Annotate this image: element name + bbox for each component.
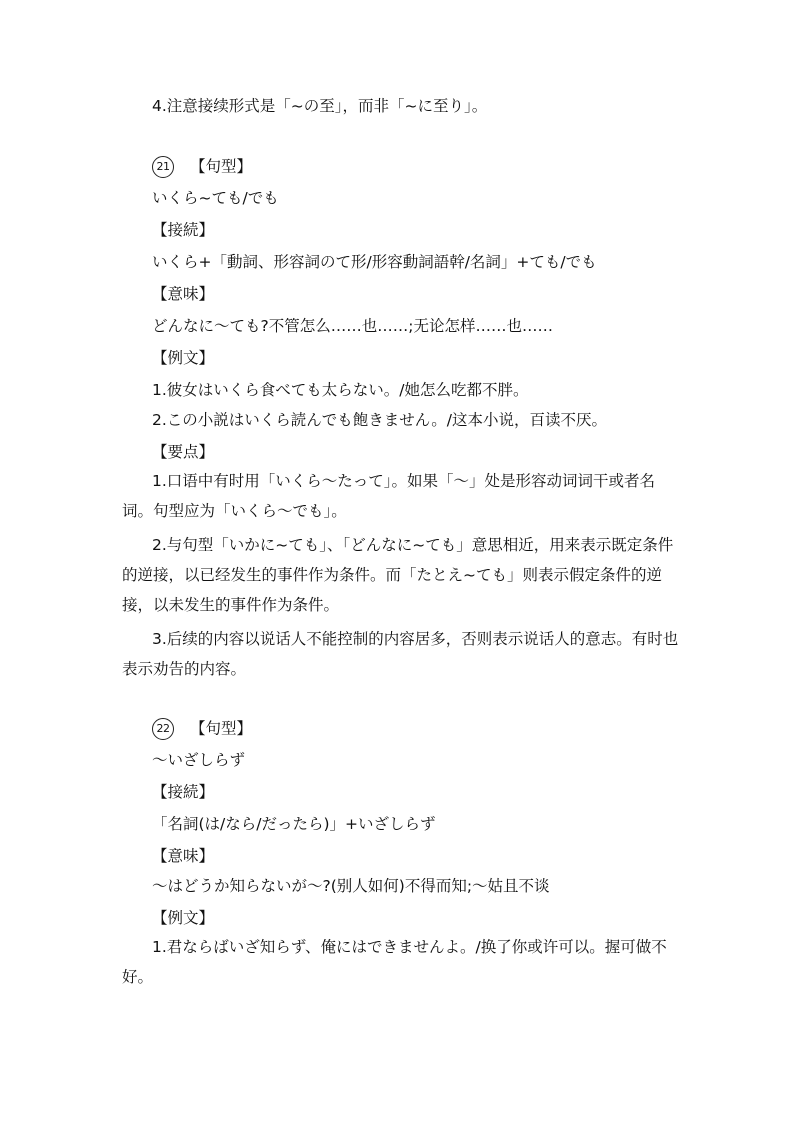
section-22-header (152, 718, 722, 740)
examples-heading: 【例文】 (152, 349, 215, 367)
connection-text: 「名詞(は/なら/だったら)」+いざしらず (152, 815, 436, 833)
meaning-text: ～はどうか知らないが～?(别人如何)不得而知;～姑且不谈 (152, 877, 550, 895)
examples-heading: 【例文】 (152, 909, 215, 927)
pattern-heading: 【句型】 (190, 719, 253, 738)
points-heading: 【要点】 (152, 443, 215, 461)
pattern-text: いくら~ても/でも (152, 189, 279, 207)
intro-note: 4.注意接续形式是「~の至」，而非「~に至り」。 (152, 97, 488, 115)
section-21-header (152, 156, 722, 178)
connection-heading: 【接続】 (152, 221, 215, 239)
meaning-heading: 【意味】 (152, 847, 215, 865)
section-number-badge: 21 (152, 156, 174, 178)
meaning-text: どんなに～ても?不管怎么……也……;无论怎样……也…… (152, 317, 553, 335)
pattern-heading: 【句型】 (190, 157, 253, 176)
point-1: 1.口语中有时用「いくら～たって」。如果「～」处是形容动词词干或者名词。句型应为「いくら～でも」。 (122, 472, 656, 520)
example-1: 1.君ならばいざ知らず、俺にはできませんよ。/换了你或许可以。握可做不好。 (122, 938, 667, 986)
example-2: 2.この小説はいくら読んでも飽きません。/这本小说，百读不厌。 (152, 411, 607, 429)
section-number-badge: 22 (152, 718, 174, 740)
connection-heading: 【接続】 (152, 783, 215, 801)
pattern-text: ～いざしらず (152, 751, 246, 769)
point-3: 3.后续的内容以说话人不能控制的内容居多，否则表示说话人的意志。有时也表示劝告的内容。 (122, 630, 679, 678)
point-2: 2.与句型「いかに~ても」、「どんなに~ても」意思相近，用来表示既定条件的逆接，以已经发生的事件作为条件。而「たとえ~ても」则表示假定条件的逆接，以未发生的事件作为条件。 (122, 536, 674, 614)
example-1: 1.彼女はいくら食べても太らない。/她怎么吃都不胖。 (152, 381, 529, 399)
meaning-heading: 【意味】 (152, 285, 215, 303)
connection-text: いくら+「動詞、形容詞のて形/形容動詞語幹/名詞」+ても/でも (152, 253, 597, 271)
